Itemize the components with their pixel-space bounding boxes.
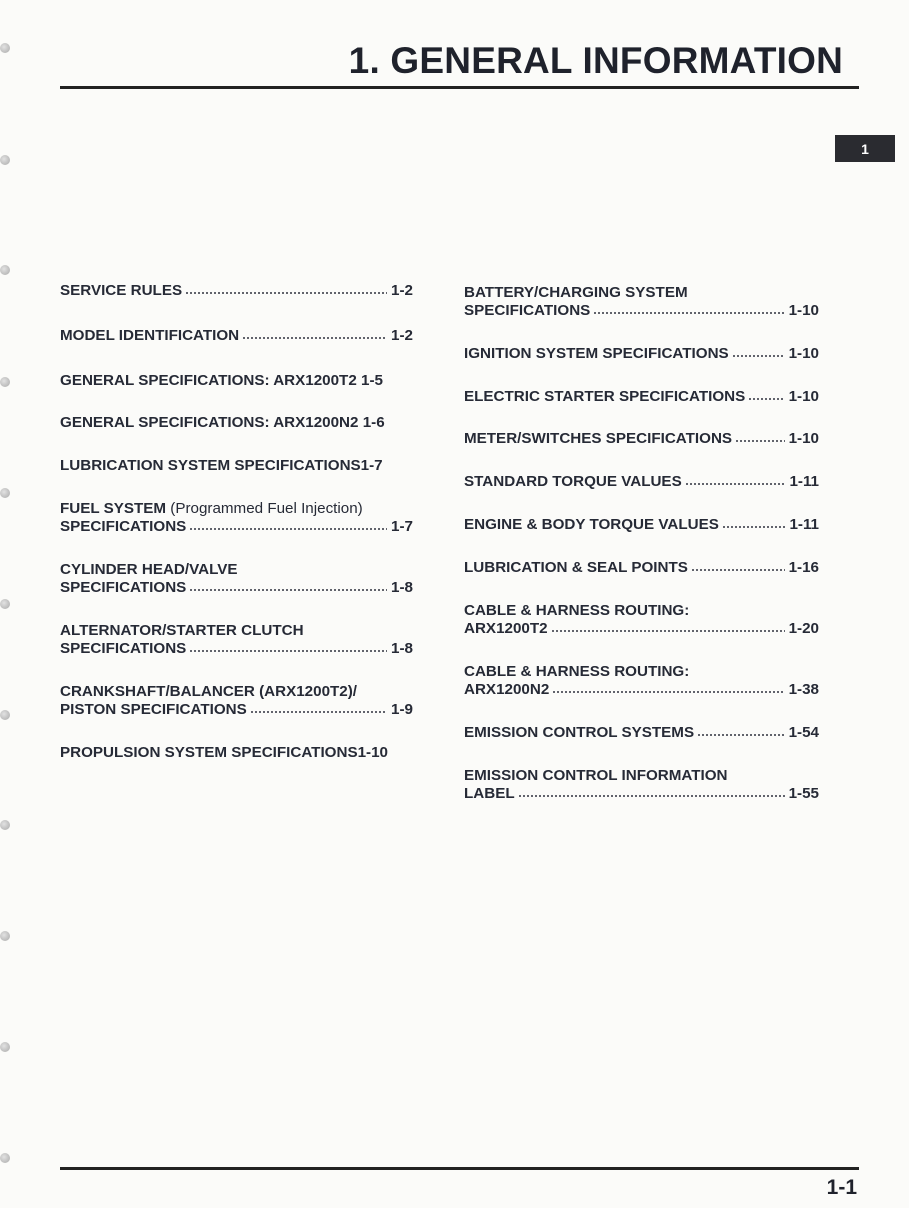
toc-entry[interactable] [464,516,819,534]
toc-entry[interactable] [464,284,819,320]
toc-entry-page: 1-7 [391,518,413,535]
toc-entry-title: ARX1200T2 [464,620,548,637]
toc-entry-page: 1-10 [788,345,819,362]
dot-leader [250,711,387,713]
toc-entry-title-line1: BATTERY/CHARGING SYSTEM [464,284,688,301]
toc-entry-title: ELECTRIC STARTER SPECIFICATIONS [464,388,746,405]
toc-entry-page: 1-2 [391,282,413,299]
toc-entry-page: 1-10 [357,744,389,761]
toc-entry[interactable] [464,473,819,491]
dot-leader [189,589,387,591]
binder-hole-icon [0,155,10,165]
toc-entry-page: 1-8 [391,579,413,596]
dot-leader [722,526,786,528]
dot-leader [735,440,785,442]
toc-entry-title: SPECIFICATIONS [60,640,187,657]
toc-entry-title-line1: CABLE & HARNESS ROUTING: [464,663,690,680]
toc-entry[interactable] [60,500,413,536]
toc-entry-page: 1-10 [788,430,819,447]
toc-entry-title-line1: CYLINDER HEAD/VALVE [60,561,238,578]
toc-entry-title-line1: EMISSION CONTROL INFORMATION [464,767,728,784]
dot-leader [697,734,785,736]
toc-entry-page: 1-55 [788,785,819,802]
toc-entry[interactable] [464,388,819,406]
toc-entry-title-line1: CRANKSHAFT/BALANCER (ARX1200T2)/ [60,683,358,700]
toc-entry[interactable] [60,457,413,475]
section-tab-marker: 1 [835,135,895,162]
binder-hole-icon [0,710,10,720]
toc-entry-page: 1-6 [362,414,385,431]
toc-entry[interactable] [464,767,819,803]
toc-entry-title: SERVICE RULES [60,282,183,299]
toc-entry-title: GENERAL SPECIFICATIONS: ARX1200N2 [60,414,359,431]
binder-hole-icon [0,599,10,609]
toc-entry-title: SPECIFICATIONS [464,302,591,319]
toc-entry[interactable] [464,724,819,742]
toc-entry-page: 1-10 [788,388,819,405]
toc-entry-title: PISTON SPECIFICATIONS [60,701,247,718]
toc-entry-title: GENERAL SPECIFICATIONS: ARX1200T2 [60,372,357,389]
toc-entry-title: MODEL IDENTIFICATION [60,327,240,344]
toc-entry-page: 1-11 [789,516,819,533]
toc-entry-page: 1-20 [788,620,819,637]
toc-entry-page: 1-54 [788,724,819,741]
binder-hole-icon [0,377,10,387]
toc-entry-title: LUBRICATION & SEAL POINTS [464,559,688,576]
header-rule [60,86,859,89]
toc-entry-title-line1: CABLE & HARNESS ROUTING: [464,602,690,619]
toc-entry-title-line1: ALTERNATOR/STARTER CLUTCH [60,622,304,639]
toc-entry-page: 1-2 [391,327,413,344]
toc-entry-title: IGNITION SYSTEM SPECIFICATIONS [464,345,729,362]
toc-entry-page: 1-10 [788,302,819,319]
toc-entry-title: STANDARD TORQUE VALUES [464,473,682,490]
toc-entry[interactable] [60,744,413,762]
toc-entry-title-line1: FUEL SYSTEM [60,500,171,517]
toc-entry[interactable] [464,559,819,577]
toc-entry[interactable] [464,663,819,699]
toc-entry-title: ARX1200N2 [464,681,550,698]
toc-entry[interactable] [464,602,819,638]
toc-entry[interactable] [60,372,413,390]
binder-holes [0,0,14,1208]
dot-leader [748,398,784,400]
toc-entry[interactable] [464,430,819,448]
binder-hole-icon [0,1042,10,1052]
dot-leader [685,483,786,485]
dot-leader [593,312,784,314]
toc-entry-title: ENGINE & BODY TORQUE VALUES [464,516,719,533]
dot-leader [691,569,785,571]
toc-entry-title: PROPULSION SYSTEM SPECIFICATIONS [60,744,358,761]
toc-entry-title: EMISSION CONTROL SYSTEMS [464,724,695,741]
toc-entry[interactable] [60,683,413,719]
toc-entry-page: 1-8 [391,640,413,657]
toc-entry-page: 1-9 [391,701,413,718]
toc-entry-page: 1-38 [788,681,819,698]
toc-entry-title: SPECIFICATIONS [60,579,187,596]
toc-entry-page: 1-11 [789,473,819,490]
toc-entry[interactable] [60,327,413,345]
toc-entry-title: METER/SWITCHES SPECIFICATIONS [464,430,733,447]
page-title: 1. GENERAL INFORMATION [348,40,843,81]
toc-entry[interactable] [464,345,819,363]
binder-hole-icon [0,931,10,941]
page-number: 1-1 [826,1176,857,1199]
dot-leader [551,630,785,632]
binder-hole-icon [0,488,10,498]
dot-leader [732,355,785,357]
binder-hole-icon [0,43,10,53]
binder-hole-icon [0,1153,10,1163]
dot-leader [185,292,387,294]
binder-hole-icon [0,265,10,275]
binder-hole-icon [0,820,10,830]
dot-leader [189,650,387,652]
footer-rule [60,1167,859,1170]
toc-entry-title: SPECIFICATIONS [60,518,187,535]
toc-entry[interactable] [60,282,413,300]
toc-entry[interactable] [60,561,413,597]
toc-entry-page: 1-7 [360,457,383,474]
dot-leader [552,691,784,693]
toc-entry-title: LUBRICATION SYSTEM SPECIFICATIONS [60,457,361,474]
dot-leader [518,795,785,797]
toc-entry-title: LABEL [464,785,515,802]
dot-leader [242,337,387,339]
toc-entry-page: 1-5 [361,372,383,389]
toc-entry[interactable] [60,622,413,658]
toc-entry[interactable] [60,414,413,432]
toc-entry-page: 1-16 [788,559,819,576]
dot-leader [189,528,387,530]
toc-entry-title-note: (Programmed Fuel Injection) [170,500,363,517]
